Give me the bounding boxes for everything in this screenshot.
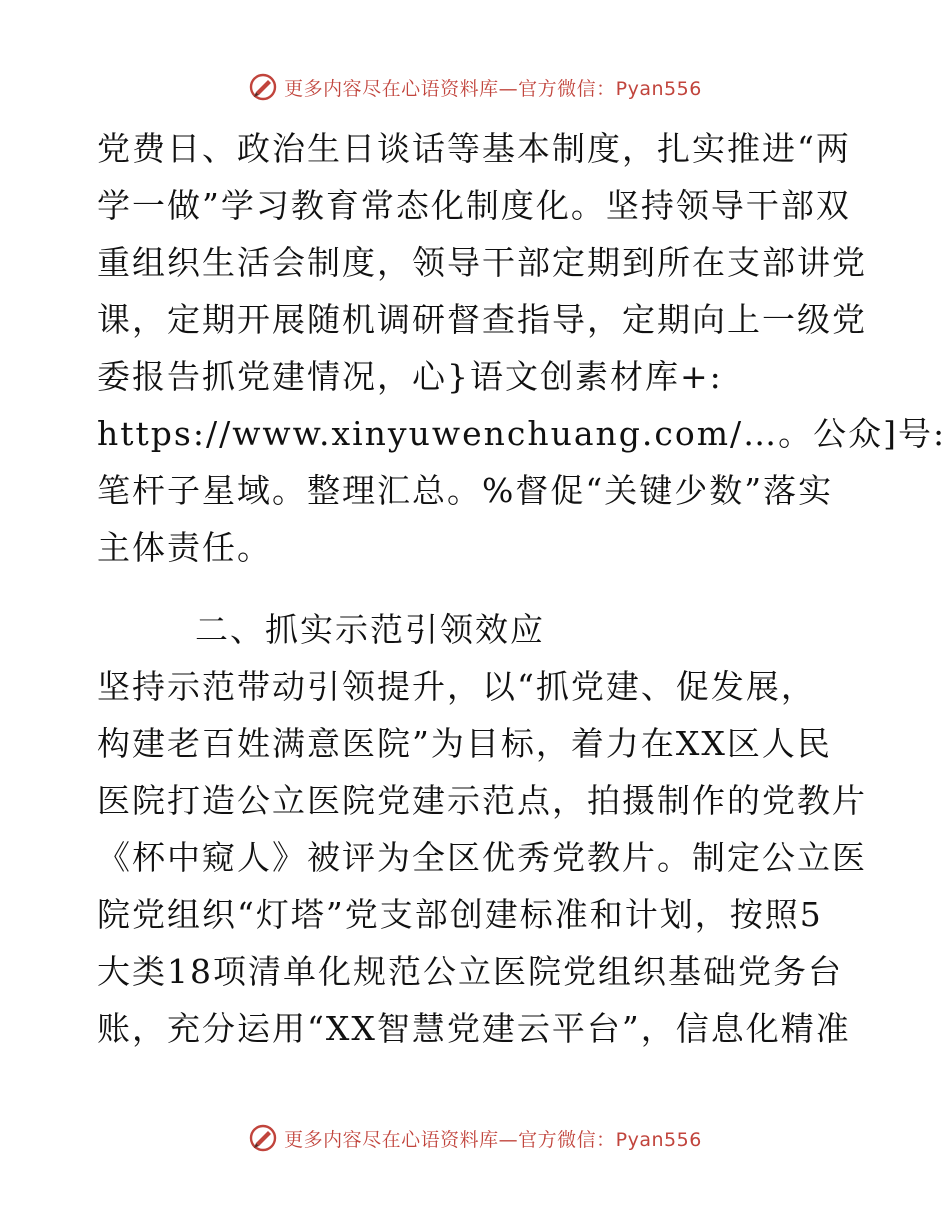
text-line: 坚持示范带动引领提升，以“抓党建、促发展， <box>97 667 816 706</box>
watermark-text: 更多内容尽在心语资料库—官方微信：Pyan556 <box>284 1128 702 1151</box>
text-line: 笔杆子星域。整理汇总。%督促“关键少数”落实 <box>97 471 834 510</box>
text-line: 《杯中窥人》被评为全区优秀党教片。制定公立医 <box>97 838 867 877</box>
logo-icon <box>248 72 278 102</box>
text-line: 党费日、政治生日谈话等基本制度，扎实推进“两 <box>97 129 851 168</box>
text-line-url: https://www.xinyuwenchuang.com/…。公众]号: <box>97 414 947 453</box>
paragraph-1 <box>97 120 947 576</box>
watermark-footer <box>0 1123 950 1153</box>
text-line: 课，定期开展随机调研督查指导，定期向上一级党 <box>97 300 867 339</box>
text-line: 医院打造公立医院党建示范点，拍摄制作的党教片 <box>97 781 867 820</box>
text-line: 大类18项清单化规范公立医院党组织基础党务台 <box>97 952 843 991</box>
text-line: 委报告抓党建情况，心}语文创素材库+: <box>97 357 723 396</box>
text-line: 账，充分运用“XX智慧党建云平台”，信息化精准 <box>97 1009 851 1048</box>
watermark-text: 更多内容尽在心语资料库—官方微信：Pyan556 <box>284 77 702 100</box>
text-line: 主体责任。 <box>97 528 272 567</box>
paragraph-2 <box>97 658 867 1057</box>
logo-icon <box>248 1123 278 1153</box>
text-line: 院党组织“灯塔”党支部创建标准和计划，按照5 <box>97 895 823 934</box>
text-line: 重组织生活会制度，领导干部定期到所在支部讲党 <box>97 243 867 282</box>
section-heading: 二、抓实示范引领效应 <box>195 610 545 649</box>
watermark-header <box>0 72 950 102</box>
text-line: 学一做”学习教育常态化制度化。坚持领导干部双 <box>97 186 851 225</box>
text-line: 构建老百姓满意医院”为目标，着力在XX区人民 <box>97 724 832 763</box>
